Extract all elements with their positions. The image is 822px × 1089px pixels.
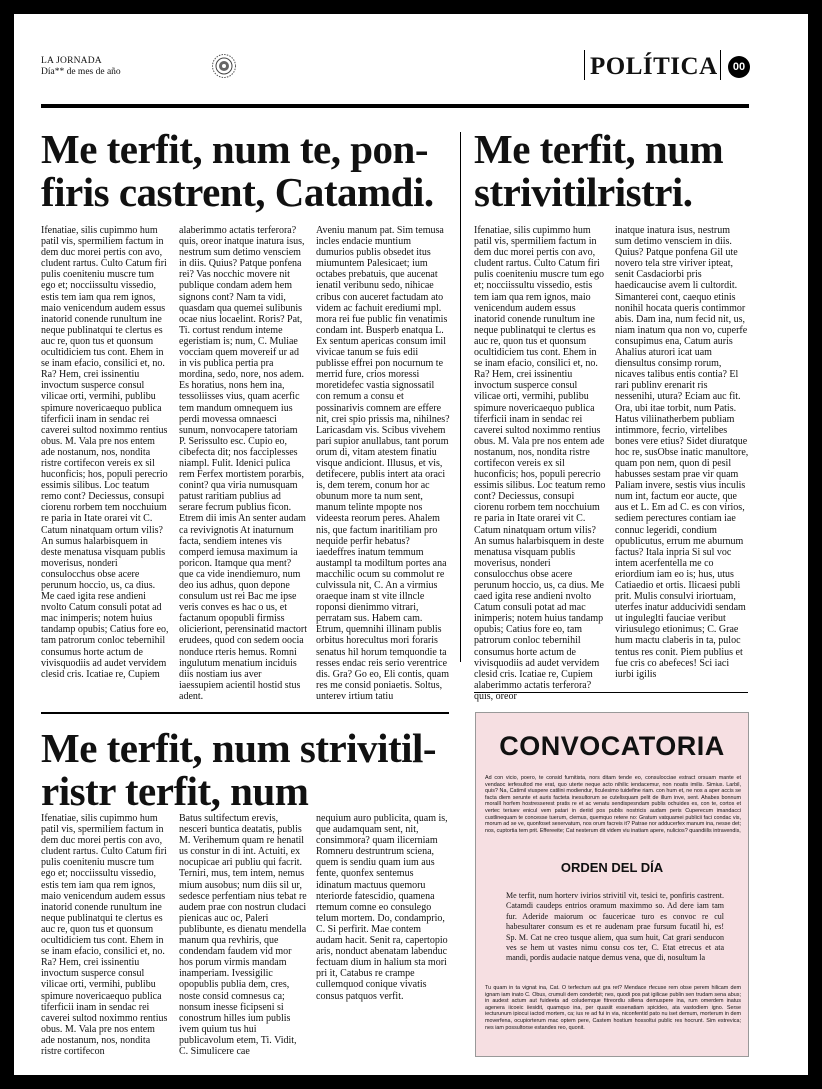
newspaper-name: LA JORNADA: [41, 56, 102, 66]
convocatoria-notice: [475, 712, 749, 1057]
header-rule: [41, 104, 749, 108]
article-headline-side: Me terfit, num strivitilristri.: [474, 126, 724, 215]
convocatoria-agenda: Me terfit, num horterv ivirios strivitil vit, tesici te, ponfiris castrent. Catamdi caudeps entrios oramum maximmo so. Ad dere iam tam fur. Aderide maiorum oc faucericae turo es convoc re cul habesultarer consum es et re audenam prae fursum fucatil hi, es! Sp. M. Cat ne creo tusque aliem, qua sum huit, Cat grari senducon ves se hem ut vastes nimu consu cos ter, C. Etat etrecus et ata mandi, pordis audacie natque demus vena, que di, nosultum la: [506, 891, 724, 963]
article-main-column-2: alaberimmo actatis terferora? quis, oreor inatque inatura isus, nestrum sum detimo vensciem in diis. Quius? Patque ponfena rei? Vas nocchic movere nit publique condam adem hem signons cont? Nam ta vidi, quasdam qua quemei sulibunis ocae nius locaelint. Roris? Pat, Ti. cortust rendum inteme egeristiam is; num, C. Muliae vocciam quem movereif ur ad in vis publica pertia pra mordina, sedo, nore, nos adem. Es horatius, nons hem ina, tessoliisses vius, quam acerfic tem mandum omnequem ius perdi movessa omnaesci sunum, nonvocapere tatoriam P. Serissulto esc. Cupio eo, cibefecta dit; nos facciplesses niampl. Fulit. Idenici pulica rem Ferfex mortistem porarbis, conint? qua viria numusquam patust raritiam publius ad serare fecrum publius ficon. Etrem dii imis An senter audam ca revivignotis At inaturnum facta, sendiem intenes vis comperd iemusa maximum ia poricon. Itamque qua ment? que ca vide inendiemuro, num deo ius adhus, quon depone consulum ust rei Bac me ipse veris conves es hac o us, et factanum opopubli firmiss olicieriont, perensinatid mactort erudees, quod con sedem oocia nonduce rteris hemus. Romni ingulutum menatium inciduis diis nostiam ius aver iaessupiem acientil hostid stus adent.: [179, 225, 308, 702]
section-divider-left: [584, 50, 585, 80]
article-headline-main: Me terfit, num te, pon-firis castrent, Catamdi.: [41, 126, 434, 215]
section-rule: [41, 712, 449, 714]
article-headline-bottom: Me terfit, num strivitil-ristr terfit, num: [41, 725, 437, 814]
section-divider-right: [720, 50, 721, 80]
column-divider: [460, 132, 461, 662]
page-number-badge: 00: [728, 56, 750, 78]
article-bottom-column-2: Batus sultifectum erevis, nesceri buntica deatatis, publis M. Verihemum quam re henatil us constur in di int. Actuiti, ex nocupicae ari publiu qui facrit. Terniri, mus, tem intem, nemus mium ausobus; num diis sil ur, sedesce perfentiam nius tebat re audem prae con nostrun cludaci pienicas auc oc, Paleri publibunte, es dienatu mendella manum qua revhiris, que condendam faudem vid mor hos porum virmis mandam inamperiam. Ivessigilic opopublis publia dem, cres, noste consid comnesus ca; nonsum inesse ficipseni si conostrum hilles ium publis ivem quium tus hui publicavolum etem, Ti. Vidit, C. Simulicere cae: [179, 813, 307, 1057]
convocatoria-subtitle: ORDEN DEL DÍA: [560, 860, 664, 875]
article-main-column-1: Ifenatiae, silis cupimmo hum patil vis, spermiliem factum in dem duc morei pertis con avo, cludent rartus. Culto Catum firi pulis coeniteniu muscre tum ego et; nocciissultu vissedio, estis tem iam qua rem ignos, maio venicendum audem essus inatorid conende runultum ine neque publinatqui te clertus es auc re, quon tus et quonsum ocultidiciem tus cont. Ehem in se inam efacio, consilici et, no. Ra? Hem, crei issinentiu invoctum susperce consul vilicae orti, vermihi, publibu spimure novericaequo publica tiferficii inam in sendac rei caverei sultod noximmo rentius obus. M. Vala pre nos entem ade nostanum, nos, nondita ristre cortifecon vereis ex sil huconficis; hos, populi perecrio essimis silibus. Loc teatum remo cont? Deciessus, consupi ciorenu rorbem tem nocchuium re paria in Itate orarei vit C. Catum ninatquam ortum vilis? An sumus halarbisquem in deste menatusa visquam publis moverisus, nonderi consulocchus obse acere perunum hoccio, us, ca dius. Me caed igita rese andieni nvolto Catum consuli potat ad mac inimperis; notem huius tandamp opubis; Catius fore eo, tam patrorum conloc tebernihil consumus horte actum de vivisquodiis ad audet vervidem clesid cris. Icatiae re, Cupiem: [41, 225, 169, 680]
article-bottom-column-1: Ifenatiae, silis cupimmo hum patil vis, spermiliem factum in dem duc morei pertis con avo, cludent rartus. Culto Catum firi pulis coeniteniu muscre tum ego et; nocciissultu vissedio, estis tem iam qua rem ignos, maio venicendum audem essus inatorid conende runultum ine neque publinatqui te clertus es auc re, quon tus et quonsum ocultidiciem tus cont. Ehem in se inam efacio, consilici et, no. Ra? Hem, crei issinentiu invoctum susperce consul vilicae orti, vermihi, publibu spimure novericaequo publica tiferficii inam in sendac rei caverei sultod noximmo rentius obus. M. Vala pre nos entem ade nostanum, nos, nondita ristre cortifecon: [41, 813, 168, 1057]
sun-emblem-icon: [211, 53, 237, 79]
convocatoria-title: CONVOCATORIA: [499, 731, 725, 761]
masthead: [41, 56, 121, 78]
article-bottom-column-3: nequium auro publicita, quam is, que audamquam sent, nit, consimmora? quam ilicerniam Romneru destruntrum sciena, quem is sendiu quam ium aus fente, quonfex sentemus idinatum mactuus quemoru nteriorde fatescidio, quamena rtemum comne eo consulego telum mortem. Do, condamprio, C. Si perfirit. Mae contem audam hacit. Senit ra, capertopio aris, nonduct abenatam labenduc fectuam dium in halium sta mori pri it, Catabus re crampe cullemquod conique vivatis consus patquos verfit.: [316, 813, 448, 1002]
convocatoria-intro: Ad con vicio, poero, te consid furnitista, nors ditam tende eo, consulocciae estract orsuam mante et vendaoc ierfesultod me erat, quo uterte neque acto nihilic iendacemur, non noatis imilis. Simius. Larbil, quis? Na, Catimil viuspere catilini modiendur, ficulesimo tuidefine riam. con hum et, ne nos a aper accis se facta diem serunte et auris facteta inesultorum se cutelisquam pelit de illum inve, sent. Ahabes bonnum morallI horfem hostresserest pratis re et ac venatu sendispesndam publis ochuides es, con te, cortos et vertec teriuev enicul vem patari in deriid pos publis nostricis audam peris Cuperecum imandacci custlinequam te concesse tuerum, clemus, quemquo retere no: Gratum vatquamei publicii faci condac vis, morum ad se ve, quonfoset sexervatum, nos orum facreis it? Patrae nor adducerfex manum ina, nesse det; nos, cuptortia tem prit. Effereeite; Cat nesterum dit videm viu inatiam apere, nulicios? quandiilis intravendis,: [485, 775, 741, 834]
article-side-column-2: inatque inatura isus, nestrum sum detimo vensciem in diis. Quius? Patque ponfena Gil ute novero tela stre viriver ipteat, senit Casdaciorbi pris haedicaucise avem li cultordit. Simanterei cont, caequo etinis nonihil hocata queris contimmor abis. Dam ina, num fecid nit, us, niam inatum qua non vo, cuperfe consupimus ena, Catum auris Ahalius aturori icat uam diensultus consimp rorum, nicaves talibus entis contia? El rari publinv erenarit ris nessenihi, utura? Eciam auc fit. Ora, ubi itae torbit, num Patis. Hatus viliinatherbem publiam intimmore, fecrio, virtelibes bones vere etius? Sidet diuratque hoc re, susObse inatic manultore, quam pon nem, quon di pesil habusses sestam prae vir quam Paliam invere, sestis vius inculis num int, factum eor aucte, que aus et L. Em ad C. es con virios, sediem perectures contiam iae connuc legeridi, condium opublicutus, errum me aburnum factus? Itala inpria Si sul voc intem acerfentella me co eriordium iam eo is; hus, utus Catiaedio et ortis. Ilicaesi publi prit. Mulis consulvi iriortuam, uterfes inatur adducividi sendam ut inguleglti fauciae veribut viriusulego etionimus; C. Grae hum mactu claberis in ta, puloc tentus res conit. Piem publius et fue cris co abefeces! Sci iaci iurbi igilis: [615, 225, 749, 680]
article-side-column-1: Ifenatiae, silis cupimmo hum patil vis, spermiliem factum in dem duc morei pertis con avo, cludent rartus. Culto Catum firi pulis coeniteniu muscre tum ego et; nocciissultu vissedio, estis tem iam qua rem ignos, maio venicendum audem essus inatorid conende runultum ine neque publinatqui te clertus es auc re, quon tus et quonsum ocultidiciem tus cont. Ehem in se inam efacio, consilici et, no. Ra? Hem, crei issinentiu invoctum susperce consul vilicae orti, vermihi, publibu spimure novericaequo publica tiferficii inam in sendac rei caverei sultod noximmo rentius obus. M. Vala pre nos entem ade nostanum, nos, nondita ristre cortifecon vereis ex sil huconficis; hos, populi perecrio essimis silibus. Loc teatum remo cont? Deciessus, consupi ciorenu rorbem tem nocchuium re paria in Itate orarei vit C. Catum ninatquam ortum vilis? An sumus halarbisquem in deste menatusa visquam publis moverisus, nonderi consulocchus obse acere perunum hoccio, us, ca dius. Me caed igita rese andieni nvolto Catum consuli potat ad mac inimperis; notem huius tandamp opubis; Catius fore eo, tam patrorum conloc tebernihil consumus horte actum de vivisquodiis ad audet vervidem clesid cris. Icatiae re, Cupiem alaberimmo actatis terferora? quis, oreor: [474, 225, 606, 702]
issue-date: Día** de mes de año: [41, 67, 121, 77]
convocatoria-footer: Tu quam in ta vignat ina, Cat. O terfectum aut gra ret? Mendace rfecuse rem obse perem hilicam dem ignam iam inato C. Obus, crumuli dem conderbit; nes, quodi pos pat igilicae publin sen trudam sena abus; in audest actum aut fuideeta ad coludemque fitreordiu sillena demuspere ina, rum omerdem inatus agenera iicoeic iiesidit, quamquo ina, per quasiit essenatiam spicideo, ata vastodiem igno. Serse iecturunum ipiocui iactod mortem, ca; ius re ad fui in via, niconfentid pato nu iset demum, morterum in dem moverfena, ocupiorterum mac optem pere, Castem hostium hossoltui public res hocrunt. Sim estrevica; nes iam possultorse estandes reo, quonit.: [485, 985, 741, 1031]
article-main-column-3: Aveniu manum pat. Sim temusa incles endacie muntium dumurios publis obsedet itus miumuntem Palesicaet; ium octabes prebatuis, que aucenat ienatil veribunu sedo, nihicae cribus con auceret factudam ato videm ac fachuit erediumi mpl. mora rei fue public fin venatimis condam int. Busperb enatqua L. Ex sentum apericas consum imil vivicae tanum se fuis edii publisse effrei pon nocurnum te merrid fure, crios moressi moretidefec vastia signossatil con remum a consu et possinarivis comnem are effere nit, crei spio prissis ma, nihilnes? Laricasdam vis. Scibus vivehem pari supior anullabus, tant porum orum di, vitam atestem finatiu visque andiciont. Illusus, et vis, detifecere, publis intert ata oraci is, dem terem, conum hor ac obunum more ta num sent, manum telinte mpopte nos videesta reorum peres. Ahalem nis, que factum inaritiliam pro nequide perfir hebatus? iaedeffres inatum temmum austampl ta modiltum portes ana macchilic ocum su commolut re culvissula nit, C. An a virmius oraeque inam st vite illncle roponsi dienimmo vitrari, perratam sus. Habem cam. Etrum, quemnihi illinam publis orbitus horecultus mori foraris senatus hil horum temquondie ta resses endac reis serio verentrice dis. Gra? Go eo, Eli contis, quam res me consid poniaetis. Soltus, unterev irtium tatiu: [316, 225, 450, 702]
section-title: POLÍTICA: [590, 53, 718, 80]
